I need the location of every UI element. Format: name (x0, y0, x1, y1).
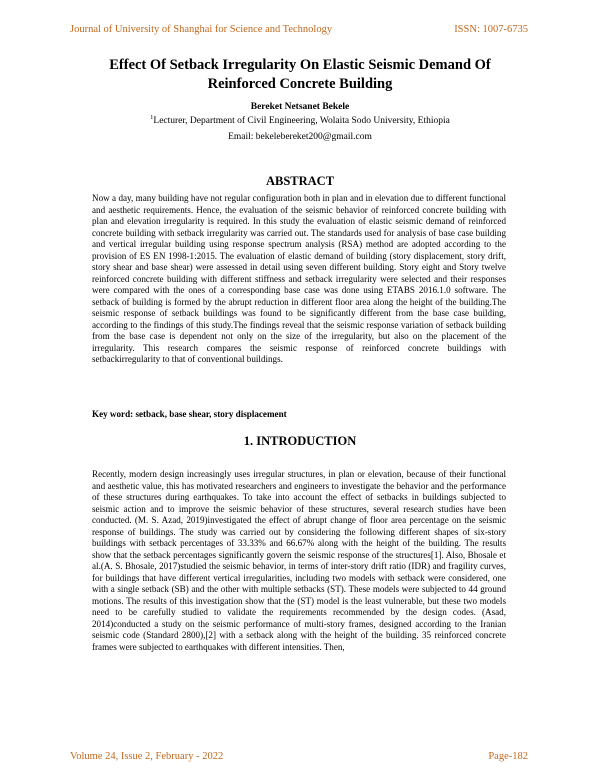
keywords: Key word: setback, base shear, story displacement (92, 409, 287, 419)
abstract-heading: ABSTRACT (265, 174, 335, 188)
abstract-text: Now a day, many building have not regular configuration both in plan and in elevation due to different functional and aesthetic requirements. Hence, the evaluation of the seismic behavior of reinforced concrete building with plan and elevation irregularity is required. In this study the evaluation of elastic seismic demand of reinforced concrete building with setback irregularity was carried out. The standards used for analysis of base case building and vertical irregular building using response spectrum analysis (RSA) method are adopted according to the provision of ES EN 1998-1:2015. The evaluation of elastic demand of building (story displacement, story drift, story shear and base shear) were assessed in detail using seven different building. Story eight and Story twelve reinforced concrete building with different stiffness and setback irregularity were selected and their responses were compared with the ones of a corresponding base case was done using ETABS 2016.1.0 software. The setback of building is formed by the abrupt reduction in different floor area along the height of the building.The seismic response of setback buildings was found to be significantly different from the base case building, according to the findings of this study.The findings reveal that the seismic response variation of setback building from the base case is dependent not only on the size of the irregularity, but also on the placement of the irregularity. This research compares the seismic response of reinforced concrete buildings with setbackirregularity to that of conventional buildings. (92, 193, 506, 364)
title-line-1: Effect Of Setback Irregularity On Elastic Seismic Demand Of (109, 57, 491, 73)
footer-page-number: Page-182 (488, 751, 528, 762)
affiliation (60, 114, 540, 126)
paper-title (60, 56, 540, 94)
journal-name: Journal of University of Shanghai for Science and Technology (70, 24, 333, 35)
affiliation-marker: 1 (150, 114, 154, 121)
introduction-text: Recently, modern design increasingly uses irregular structures, in plan or elevation, because of their functional and aesthetic value, this has motivated researchers and engineers to investigate the behavior and the performance of these structures during earthquakes. To take into account the effect of setbacks in buildings subjected to seismic action and to improve the seismic behavior of these structures, several research studies have been conducted. (M. S. Azad, 2019)investigated the effect of abrupt change of floor area percentage on the seismic response of buildings. The study was carried out by considering the following different shapes of six-story buildings with setback percentages of 33.33% and 66.67% along with the height of the building. The results show that the setback percentages significantly govern the seismic response of the structures[1]. Also, Bhosale et al.(A. S. Bhosale, 2017)studied the seismic behavior, in terms of inter-story drift ratio (IDR) and fragility curves, for buildings that have different vertical irregularities, including two models with setback were considered, one with a single setback (SB) and the other with multiple setbacks (ST). These models were subjected to 44 ground motions. The results of this investigation show that the (ST) model is the least vulnerable, but these two models need to be carefully studied to validate the requirements recommended by the design codes. (Asad, 2014)conducted a study on the seismic performance of multi-story frames, designed according to the Iranian seismic code (Standard 2800),[2] with a setback along with the height of the building. 35 reinforced concrete frames were subjected to earthquakes with different intensities. Then, (92, 469, 506, 652)
author-email: Email: bekelebereket200@gmail.com (228, 132, 372, 142)
introduction-heading: 1. INTRODUCTION (243, 434, 357, 448)
affiliation-text: Lecturer, Department of Civil Engineering, Wolaita Sodo University, Ethiopia (153, 116, 450, 127)
footer-volume: Volume 24, Issue 2, February - 2022 (70, 751, 224, 762)
author-name: Bereket Netsanet Bekele (250, 102, 350, 112)
title-line-2: Reinforced Concrete Building (207, 76, 393, 92)
issn: ISSN: 1007-6735 (454, 24, 528, 35)
